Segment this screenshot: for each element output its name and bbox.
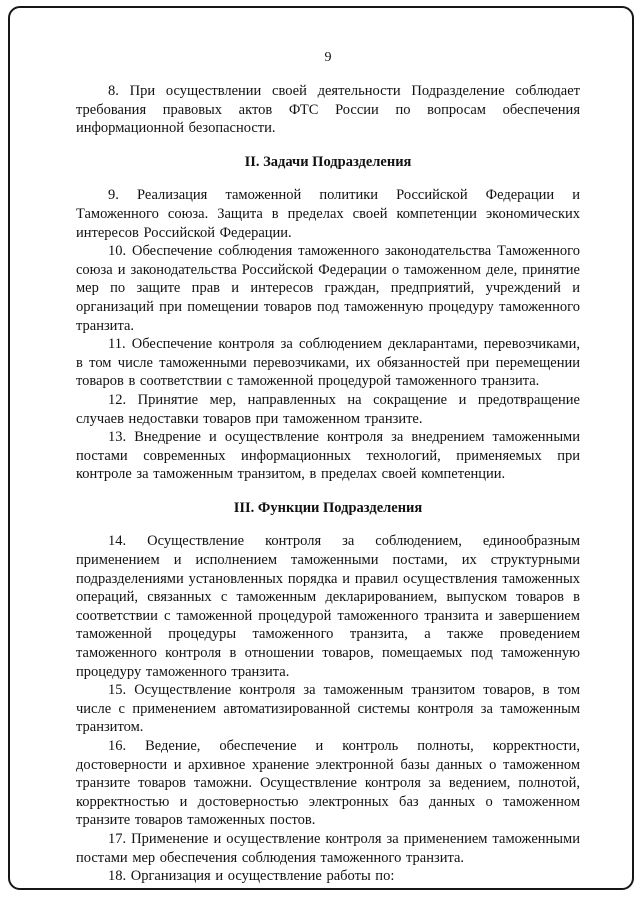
paragraph-12: 12. Принятие мер, направленных на сокращение и предотвращение случаев недоставки товаров при таможенном транзите. [76,391,580,427]
page-content [76,50,580,886]
paragraph-16: 16. Ведение, обеспечение и контроль полноты, корректности, достоверности и архивное хранение электронной базы данных о таможенном транзите товаров таможни. Осуществление контроля за ведением, полнотой, корректностью и достоверностью электронных баз данных о таможенном транзите товаров таможенных постов. [76,738,580,829]
paragraph-17: 17. Применение и осуществление контроля за применением таможенными постами мер обеспечения соблюдения таможенного транзита. [76,830,580,866]
page-number: 9 [324,50,332,65]
paragraph-13: 13. Внедрение и осуществление контроля за внедрением таможенными постами современных информационных технологий, применяемых при контроле за таможенным транзитом, в пределах своей компетенции. [76,429,580,483]
paragraph-8: 8. При осуществлении своей деятельности Подразделение соблюдает требования правовых актов ФТС России по вопросам обеспечения информационной безопасности. [76,83,580,137]
section-heading-tasks: II. Задачи Подразделения [244,153,412,170]
section-heading-functions: III. Функции Подразделения [233,499,423,516]
paragraph-15: 15. Осуществление контроля за таможенным транзитом товаров, в том числе с применением автоматизированной системы контроля за таможенным транзитом. [76,682,580,736]
paragraph-11: 11. Обеспечение контроля за соблюдением декларантами, перевозчиками, в том числе таможенными перевозчиками, их обязанностей при перемещении товаров в соответствии с таможенной процедурой таможенного транзита. [76,336,580,390]
paragraph-9: 9. Реализация таможенной политики Российской Федерации и Таможенного союза. Защита в пределах своей компетенции экономических интересов Российской Федерации. [76,187,580,241]
paragraph-14: 14. Осуществление контроля за соблюдением, единообразным применением и исполнением таможенными постами, их структурными подразделениями установленных порядка и правил осуществления таможенных операций, связанных с таможенным декларированием, выпуском товаров в соответствии с таможенной процедурой таможенного транзита и завершением таможенной процедуры таможенного транзита, а также проведением таможенного контроля в отношении товаров, помещаемых под таможенную процедуру таможенного транзита. [76,533,580,680]
paragraph-10: 10. Обеспечение соблюдения таможенного законодательства Таможенного союза и законодательства Российской Федерации о таможенном деле, принятие мер по защите прав и интересов граждан, предприятий, учреждений и организаций при помещении товаров под таможенную процедуру таможенного транзита. [76,243,580,334]
paragraph-18: 18. Организация и осуществление работы по: [108,868,395,885]
